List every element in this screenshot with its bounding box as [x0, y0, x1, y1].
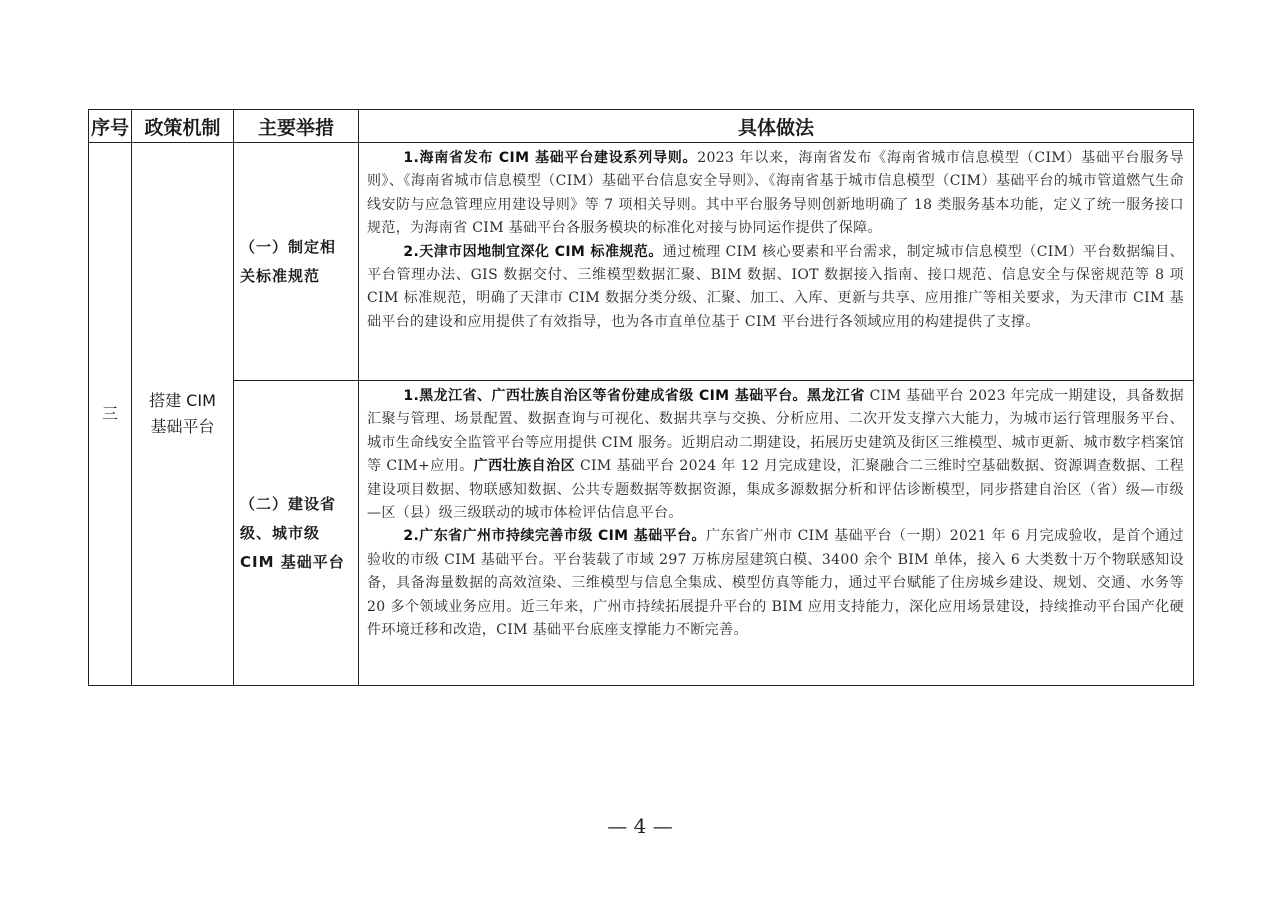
paragraph-lead: 2.广东省广州市持续完善市级 CIM 基础平台。 [403, 528, 706, 545]
page-number: — 4 — [607, 814, 673, 838]
paragraph-bold: 广西壮族自治区 [473, 458, 576, 475]
seq-cell [89, 143, 132, 686]
header-measures: 主要举措 [234, 110, 359, 143]
paragraph-bold: 黑龙江省 [806, 388, 865, 404]
policy-table [88, 109, 1194, 686]
header-seq: 序号 [89, 110, 132, 143]
measure-line: 关标准规范 [240, 266, 321, 285]
table-header-row [89, 110, 1194, 143]
measure-cell [234, 381, 359, 686]
practice-paragraph [367, 147, 1184, 241]
paragraph-text: 通过梳理 CIM 核心要素和平台需求，制定城市信息模型（CIM）平台数据编目、平台管理办法、GIS 数据交付、三维模型数据汇聚、BIM 数据、IOT 数据接入指南、接口规范、信息安全与保密规范等 8 项 CIM 标准规范，明确了天津市 CIM 数据分类分级、汇聚、加工、入库、更新与共享、应用推广等相关要求，为天津市 CIM 基础平台的建设和应用提供了有效指导，也为各市直单位基于 CIM 平台进行各领域应用的构建提供了支撑。 [367, 243, 1185, 330]
measure-line: 级、城市级 [240, 523, 321, 542]
measure-line: CIM 基础平台 [240, 552, 345, 571]
paragraph-lead: 1.黑龙江省、广西壮族自治区等省份建成省级 CIM 基础平台。 [403, 388, 807, 404]
practice-paragraph [367, 385, 1184, 525]
measure-cell [234, 143, 359, 381]
practice-cell [359, 143, 1194, 381]
paragraph-text: 2023 年以来，海南省发布《海南省城市信息模型（CIM）基础平台服务导则》、《海南省城市信息模型（CIM）基础平台信息安全导则》、《海南省基于城市信息模型（CIM）基础平台的城市管道燃气生命线安防与应急管理应用建设导则》等 7 项相关导则。其中平台服务导则创新地明确了 18 类服务基本功能，定义了统一服务接口规范，为海南省 CIM 基础平台各服务模块的标准化对接与协同运作提供了保障。 [367, 150, 1184, 237]
mechanism-cell [132, 143, 234, 686]
mechanism-line: 搭建 CIM [149, 391, 216, 410]
table-row [89, 381, 1194, 686]
header-practices: 具体做法 [359, 110, 1194, 143]
seq-number: 三 [101, 404, 118, 423]
header-mechanism: 政策机制 [132, 110, 234, 143]
measure-line: （一）制定相 [240, 237, 337, 256]
practice-paragraph [367, 241, 1184, 335]
table-row [89, 143, 1194, 381]
mechanism-line: 基础平台 [150, 417, 215, 436]
measure-line: （二）建设省 [240, 494, 337, 513]
paragraph-text: CIM 基础平台 2024 年 12 月完成建设，汇聚融合二三维时空基础数据、资源调查数据、工程建设项目数据、物联感知数据、公共专题数据等数据资源，集成多源数据分析和评估诊断模型，同步搭建自治区（省）级—市级—区（县）级三级联动的城市体检评估信息平台。 [367, 458, 1184, 522]
paragraph-lead: 1.海南省发布 CIM 基础平台建设系列导则。 [403, 150, 698, 166]
practice-paragraph [367, 525, 1184, 642]
practice-cell [359, 381, 1194, 686]
paragraph-text: 广东省广州市 CIM 基础平台（一期）2021 年 6 月完成验收，是首个通过验收的市级 CIM 基础平台。平台装载了市域 297 万栋房屋建筑白模、3400 余个 BIM 单体，接入 6 大类数十万个物联感知设备，具备海量数据的高效渲染、三维模型与信息全集成、模型仿真等能力，通过平台赋能了住房城乡建设、规划、交通、水务等 20 多个领域业务应用。近三年来，广州市持续拓展提升平台的 BIM 应用支持能力，深化应用场景建设，持续推动平台国产化硬件环境迁移和改造，CIM 基础平台底座支撑能力不断完善。 [367, 528, 1184, 639]
paragraph-lead: 2.天津市因地制宜深化 CIM 标准规范。 [403, 243, 663, 260]
paragraph-text: CIM 基础平台 2023 年完成一期建设，具备数据汇聚与管理、场景配置、数据查询与可视化、数据共享与交换、分析应用、二次开发支撑六大能力，为城市运行管理服务平台、城市生命线安全监管平台等应用提供 CIM 服务。近期启动二期建设，拓展历史建筑及街区三维模型、城市更新、城市数字档案馆等 CIM+应用。 [367, 388, 1184, 475]
